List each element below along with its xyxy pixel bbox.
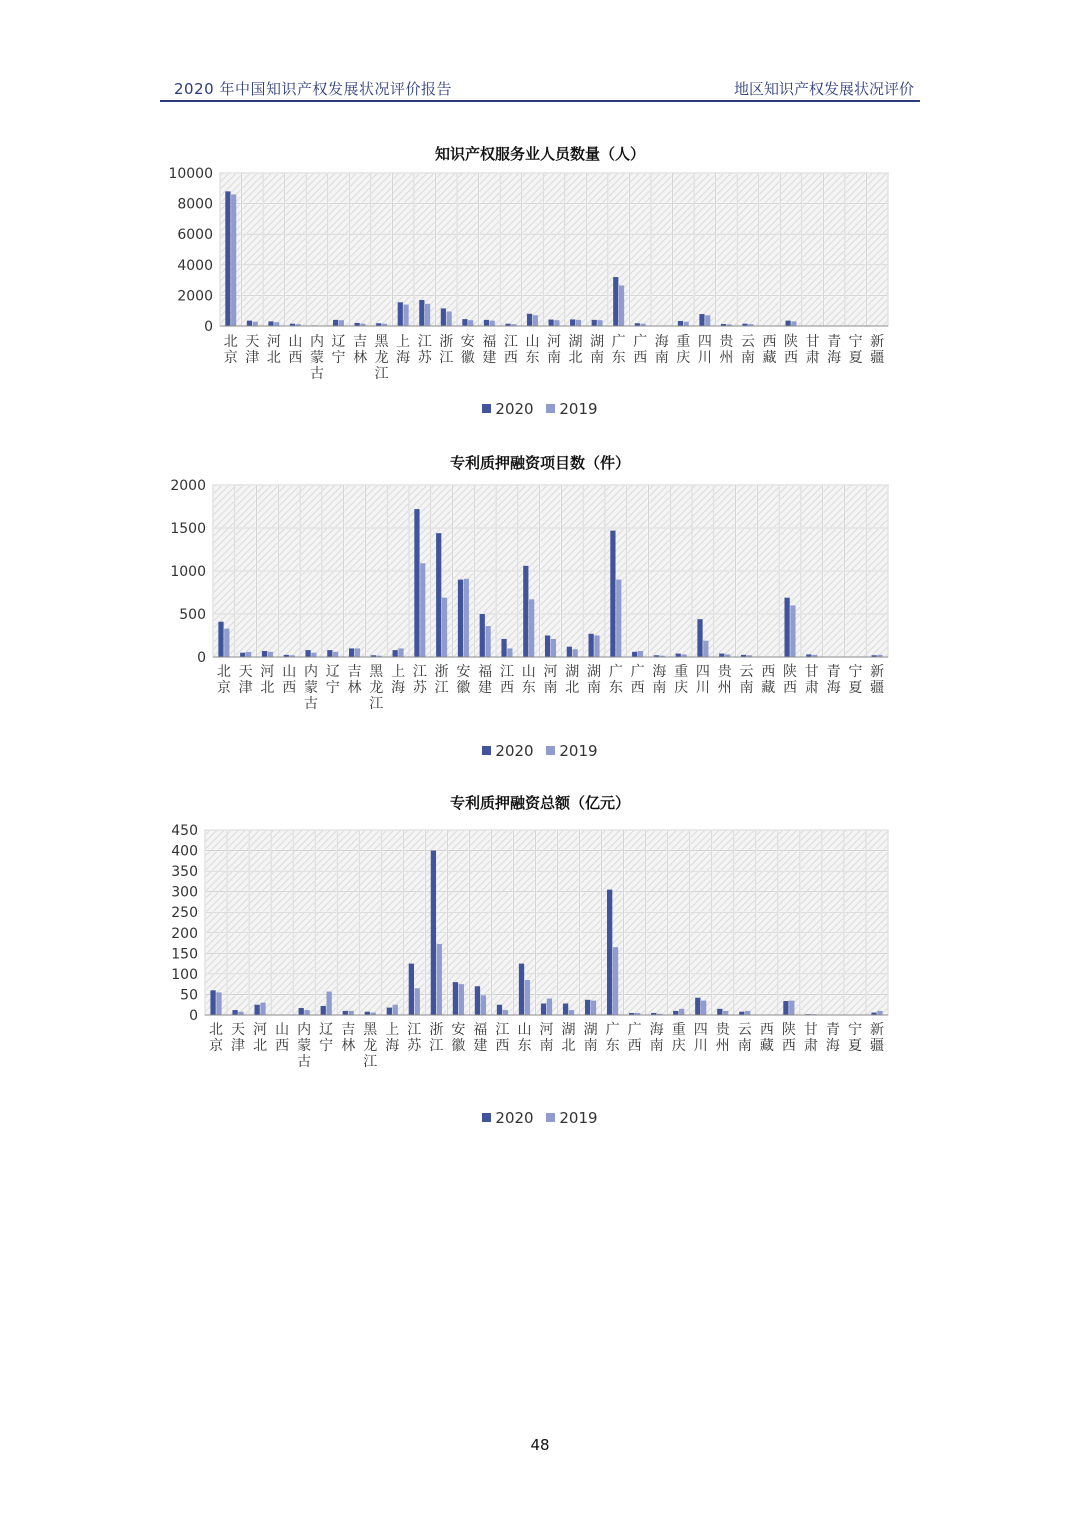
bar-2020 (786, 321, 791, 326)
x-tick-label: 安徽 (451, 1022, 466, 1054)
bar-2019 (529, 599, 534, 657)
bar-2019 (723, 1011, 728, 1015)
x-tick-label: 河北 (266, 334, 281, 366)
x-tick-label: 四川 (693, 1022, 708, 1054)
bar-2019 (525, 980, 530, 1015)
bar-2020 (527, 314, 532, 326)
x-tick-label: 青海 (827, 334, 842, 366)
x-tick-label: 吉林 (347, 664, 362, 696)
bar-2019 (349, 1011, 354, 1015)
y-tick-label: 2000 (170, 478, 206, 494)
bar-2020 (695, 998, 700, 1015)
x-tick-label: 河北 (253, 1022, 268, 1054)
x-tick-label: 甘肃 (803, 1022, 818, 1054)
bar-2019 (355, 648, 360, 657)
bar-2020 (436, 533, 441, 657)
page-number: 48 (530, 1436, 550, 1454)
bar-2020 (431, 851, 436, 1015)
plot-area (220, 173, 888, 326)
x-tick-label: 吉林 (353, 334, 368, 366)
x-tick-label: 福建 (482, 334, 497, 366)
legend-item-2019 (546, 742, 597, 760)
bar-2019 (594, 636, 599, 658)
x-tick-label: 重庆 (676, 334, 691, 366)
x-tick-label: 内蒙古 (303, 664, 318, 712)
bar-2020 (678, 321, 683, 326)
bar-2019 (619, 285, 624, 326)
x-tick-label: 山东 (517, 1022, 532, 1054)
chart-pledge-amount (0, 792, 1080, 1137)
bar-2020 (419, 300, 424, 326)
bar-2020 (232, 1010, 237, 1015)
bar-2019 (503, 1010, 508, 1015)
x-tick-label: 浙江 (429, 1022, 444, 1054)
bar-2019 (398, 648, 403, 657)
chart-plot (0, 792, 1080, 1137)
chart-legend (0, 742, 1080, 760)
legend-swatch-2020 (482, 404, 491, 413)
bar-2019 (679, 1009, 684, 1015)
bar-2019 (333, 652, 338, 657)
x-tick-label: 辽宁 (325, 664, 340, 696)
x-tick-label: 广东 (611, 334, 626, 366)
bar-2019 (274, 322, 279, 326)
y-tick-label: 450 (171, 823, 198, 839)
x-tick-label: 上海 (385, 1022, 400, 1054)
bar-2020 (462, 319, 467, 326)
bar-2019 (877, 1011, 882, 1015)
y-tick-label: 0 (204, 319, 213, 335)
legend-item-2020 (482, 1109, 533, 1127)
x-tick-label: 内蒙古 (297, 1022, 312, 1070)
chart-service-personnel (0, 140, 1080, 425)
legend-item-2020 (482, 742, 533, 760)
y-tick-label: 2000 (177, 288, 213, 305)
bar-2019 (745, 1011, 750, 1015)
y-tick-label: 200 (171, 925, 198, 942)
bar-2020 (458, 580, 463, 657)
bar-2019 (507, 648, 512, 657)
bar-2019 (790, 605, 795, 657)
bar-2020 (632, 652, 637, 657)
bar-2020 (247, 321, 252, 326)
x-tick-label: 黑龙江 (374, 334, 389, 382)
bar-2019 (393, 1005, 398, 1015)
x-tick-label: 河北 (260, 664, 275, 696)
bar-2019 (533, 315, 538, 326)
bar-2020 (673, 1011, 678, 1015)
bar-2019 (638, 651, 643, 657)
bar-2020 (545, 636, 550, 658)
x-tick-label: 海南 (652, 664, 667, 696)
x-tick-label: 山东 (525, 334, 540, 366)
bar-2020 (475, 986, 480, 1015)
bar-2019 (468, 320, 473, 326)
x-tick-label: 山东 (521, 664, 536, 696)
y-tick-label: 50 (180, 987, 198, 1004)
y-tick-label: 150 (171, 946, 198, 963)
x-tick-label: 上海 (396, 334, 411, 366)
bar-2019 (481, 995, 486, 1015)
x-tick-label: 江西 (503, 334, 518, 366)
x-tick-label: 陕西 (781, 1022, 796, 1054)
bar-2019 (425, 304, 430, 326)
legend-label: 2019 (559, 400, 598, 418)
x-tick-label: 重庆 (674, 664, 689, 696)
plot-area (205, 830, 888, 1015)
bar-2020 (567, 647, 572, 657)
legend-item-2019 (546, 400, 597, 418)
bar-2019 (447, 311, 452, 326)
x-tick-label: 湖南 (583, 1022, 598, 1054)
bar-2020 (327, 650, 332, 657)
bar-2020 (210, 990, 215, 1015)
x-tick-label: 江苏 (417, 334, 432, 366)
y-tick-label: 6000 (177, 227, 213, 244)
x-tick-label: 宁夏 (847, 1022, 862, 1054)
bar-2020 (541, 1003, 546, 1015)
x-tick-label: 海南 (654, 334, 669, 366)
chart-title: 知识产权服务业人员数量（人） (434, 145, 645, 163)
bar-2019 (403, 305, 408, 326)
x-tick-label: 贵州 (715, 1022, 730, 1054)
legend-swatch-2019 (546, 404, 555, 413)
x-tick-label: 江苏 (412, 664, 427, 696)
x-tick-label: 福建 (478, 664, 493, 696)
y-tick-label: 100 (171, 966, 198, 983)
bar-2020 (343, 1011, 348, 1015)
bar-2019 (224, 629, 229, 657)
legend-item-2019 (546, 1109, 597, 1127)
legend-swatch-2020 (482, 1113, 491, 1122)
bar-2019 (591, 1001, 596, 1015)
bar-2020 (240, 653, 245, 657)
x-tick-label: 黑龙江 (369, 664, 384, 712)
x-tick-label: 广西 (630, 664, 645, 696)
x-tick-label: 江苏 (407, 1022, 422, 1054)
x-tick-label: 安徽 (456, 664, 471, 696)
bar-2019 (551, 639, 556, 657)
x-tick-label: 湖南 (587, 664, 602, 696)
x-tick-label: 西藏 (759, 1022, 774, 1054)
bar-2020 (519, 964, 524, 1015)
x-tick-label: 河南 (543, 664, 558, 696)
y-tick-label: 250 (171, 905, 198, 922)
x-tick-label: 青海 (826, 664, 841, 696)
bar-2019 (326, 992, 331, 1015)
x-tick-label: 甘肃 (804, 664, 819, 696)
x-tick-label: 辽宁 (319, 1022, 334, 1054)
x-tick-label: 新疆 (869, 1022, 884, 1054)
bar-2019 (304, 1010, 309, 1015)
x-tick-label: 陕西 (784, 334, 799, 366)
report-title: 2020 年中国知识产权发展状况评价报告 (174, 80, 452, 98)
chart-title: 专利质押融资总额（亿元） (449, 794, 630, 812)
bar-2020 (589, 634, 594, 657)
x-tick-label: 湖南 (590, 334, 605, 366)
x-tick-label: 贵州 (719, 334, 734, 366)
bar-2019 (569, 1010, 574, 1015)
bar-2020 (613, 277, 618, 326)
x-tick-label: 重庆 (671, 1022, 686, 1054)
bar-2019 (231, 194, 236, 326)
bar-2020 (441, 308, 446, 326)
x-tick-label: 安徽 (460, 334, 475, 366)
bar-2020 (783, 1001, 788, 1015)
bar-2020 (453, 982, 458, 1015)
x-tick-label: 河南 (539, 1022, 554, 1054)
bar-2019 (490, 321, 495, 326)
bar-2019 (789, 1001, 794, 1015)
bar-2020 (719, 654, 724, 657)
bar-2019 (442, 598, 447, 657)
bar-2020 (563, 1003, 568, 1015)
bar-2019 (554, 320, 559, 326)
bar-2019 (311, 653, 316, 657)
bar-2019 (459, 984, 464, 1015)
y-tick-label: 4000 (177, 257, 213, 274)
bar-2019 (701, 1001, 706, 1015)
chart-legend (0, 1109, 1080, 1127)
bar-2020 (697, 619, 702, 657)
x-tick-label: 北京 (216, 664, 231, 696)
x-tick-label: 海南 (649, 1022, 664, 1054)
header-rule (160, 100, 920, 102)
section-title: 地区知识产权发展状况评价 (733, 80, 914, 98)
x-tick-label: 广西 (633, 334, 648, 366)
legend-label: 2019 (559, 742, 598, 760)
y-tick-label: 500 (179, 607, 206, 623)
bar-2019 (339, 320, 344, 326)
chart-legend (0, 400, 1080, 418)
legend-item-2020 (482, 400, 533, 418)
bar-2019 (485, 626, 490, 657)
bar-2019 (415, 988, 420, 1015)
bar-2019 (613, 947, 618, 1015)
x-tick-label: 上海 (391, 664, 406, 696)
x-tick-label: 天津 (231, 1022, 246, 1054)
x-tick-label: 甘肃 (805, 334, 820, 366)
x-tick-label: 河南 (547, 334, 561, 366)
bar-2020 (254, 1005, 259, 1015)
x-tick-label: 黑龙江 (363, 1022, 378, 1070)
x-tick-label: 广西 (627, 1022, 642, 1054)
y-tick-label: 300 (171, 884, 198, 901)
y-tick-label: 1000 (170, 564, 206, 580)
x-tick-label: 四川 (697, 334, 712, 366)
legend-label: 2020 (495, 1109, 534, 1127)
bar-2020 (333, 320, 338, 326)
x-tick-label: 吉林 (341, 1022, 356, 1054)
bar-2020 (321, 1006, 326, 1015)
bar-2020 (349, 648, 354, 657)
chart-plot (0, 140, 1080, 425)
bar-2020 (607, 890, 612, 1015)
x-tick-label: 贵州 (717, 664, 732, 696)
bar-2020 (393, 650, 398, 657)
bar-2020 (305, 650, 310, 657)
x-tick-label: 新疆 (870, 664, 885, 696)
bar-2019 (791, 321, 796, 326)
bar-2020 (497, 1005, 502, 1015)
bar-2019 (703, 641, 708, 657)
bar-2020 (409, 964, 414, 1015)
x-tick-label: 湖北 (565, 664, 580, 696)
x-tick-label: 新疆 (870, 334, 885, 366)
bar-2019 (547, 999, 552, 1015)
bar-2020 (262, 651, 267, 657)
legend-label: 2019 (559, 1109, 598, 1127)
legend-label: 2020 (495, 400, 534, 418)
bar-2020 (523, 566, 528, 657)
bar-2019 (573, 649, 578, 657)
bar-2019 (464, 579, 469, 657)
y-tick-label: 1500 (170, 521, 206, 537)
x-tick-label: 广东 (608, 664, 623, 696)
x-tick-label: 宁夏 (848, 334, 863, 366)
bar-2019 (597, 320, 602, 326)
bar-2020 (268, 321, 273, 326)
bar-2020 (218, 622, 223, 657)
x-tick-label: 西藏 (762, 334, 777, 366)
bar-2020 (414, 509, 419, 657)
x-tick-label: 福建 (473, 1022, 488, 1054)
bar-2020 (387, 1008, 392, 1015)
x-tick-label: 北京 (223, 334, 238, 366)
y-tick-label: 0 (197, 650, 206, 666)
bar-2019 (684, 322, 689, 326)
y-tick-label: 8000 (177, 196, 213, 213)
bar-2020 (699, 314, 704, 326)
bar-2020 (717, 1009, 722, 1015)
bar-2019 (576, 320, 581, 326)
x-tick-label: 北京 (209, 1022, 224, 1054)
bar-2019 (420, 563, 425, 657)
bar-2020 (784, 598, 789, 657)
chart-title: 专利质押融资项目数（件） (449, 454, 630, 472)
x-tick-label: 云南 (740, 334, 755, 366)
bar-2020 (480, 614, 485, 657)
x-tick-label: 湖北 (568, 334, 583, 366)
x-tick-label: 陕西 (783, 664, 798, 696)
x-tick-label: 广东 (605, 1022, 620, 1054)
bar-2020 (484, 320, 489, 326)
x-tick-label: 四川 (695, 664, 710, 696)
bar-2019 (705, 315, 710, 326)
bar-2020 (398, 302, 403, 326)
legend-swatch-2019 (546, 746, 555, 755)
x-tick-label: 云南 (737, 1022, 752, 1054)
bar-2020 (610, 531, 615, 657)
x-tick-label: 天津 (238, 664, 253, 696)
bar-2019 (216, 992, 221, 1015)
x-tick-label: 山西 (282, 664, 297, 696)
x-tick-label: 青海 (825, 1022, 840, 1054)
x-tick-label: 江西 (495, 1022, 510, 1054)
y-tick-label: 0 (189, 1008, 198, 1024)
bar-2019 (616, 580, 621, 657)
chart-pledge-projects (0, 452, 1080, 767)
page-header (160, 78, 920, 102)
bar-2019 (253, 322, 258, 326)
bar-2020 (549, 320, 554, 326)
bar-2020 (225, 191, 230, 326)
bar-2019 (246, 652, 251, 657)
bar-2020 (299, 1008, 304, 1015)
x-tick-label: 山西 (275, 1022, 290, 1054)
x-tick-label: 山西 (288, 334, 303, 366)
x-tick-label: 内蒙古 (309, 334, 324, 382)
x-tick-label: 湖北 (561, 1022, 576, 1054)
bar-2019 (268, 652, 273, 657)
y-tick-label: 350 (171, 864, 198, 881)
y-tick-label: 10000 (168, 166, 213, 182)
x-tick-label: 浙江 (434, 664, 449, 696)
x-tick-label: 江西 (499, 664, 514, 696)
bar-2020 (585, 1000, 590, 1015)
bar-2019 (437, 944, 442, 1015)
x-tick-label: 云南 (739, 664, 754, 696)
bar-2020 (592, 320, 597, 326)
legend-swatch-2020 (482, 746, 491, 755)
y-tick-label: 400 (171, 843, 198, 860)
x-tick-label: 西藏 (761, 664, 776, 696)
x-tick-label: 浙江 (439, 334, 454, 366)
x-tick-label: 天津 (245, 334, 260, 366)
legend-label: 2020 (495, 742, 534, 760)
bar-2019 (260, 1003, 265, 1015)
x-tick-label: 宁夏 (848, 664, 863, 696)
bar-2020 (501, 639, 506, 657)
x-tick-label: 辽宁 (331, 334, 346, 366)
legend-swatch-2019 (546, 1113, 555, 1122)
bar-2020 (676, 654, 681, 657)
chart-plot (0, 452, 1080, 767)
bar-2020 (570, 319, 575, 326)
